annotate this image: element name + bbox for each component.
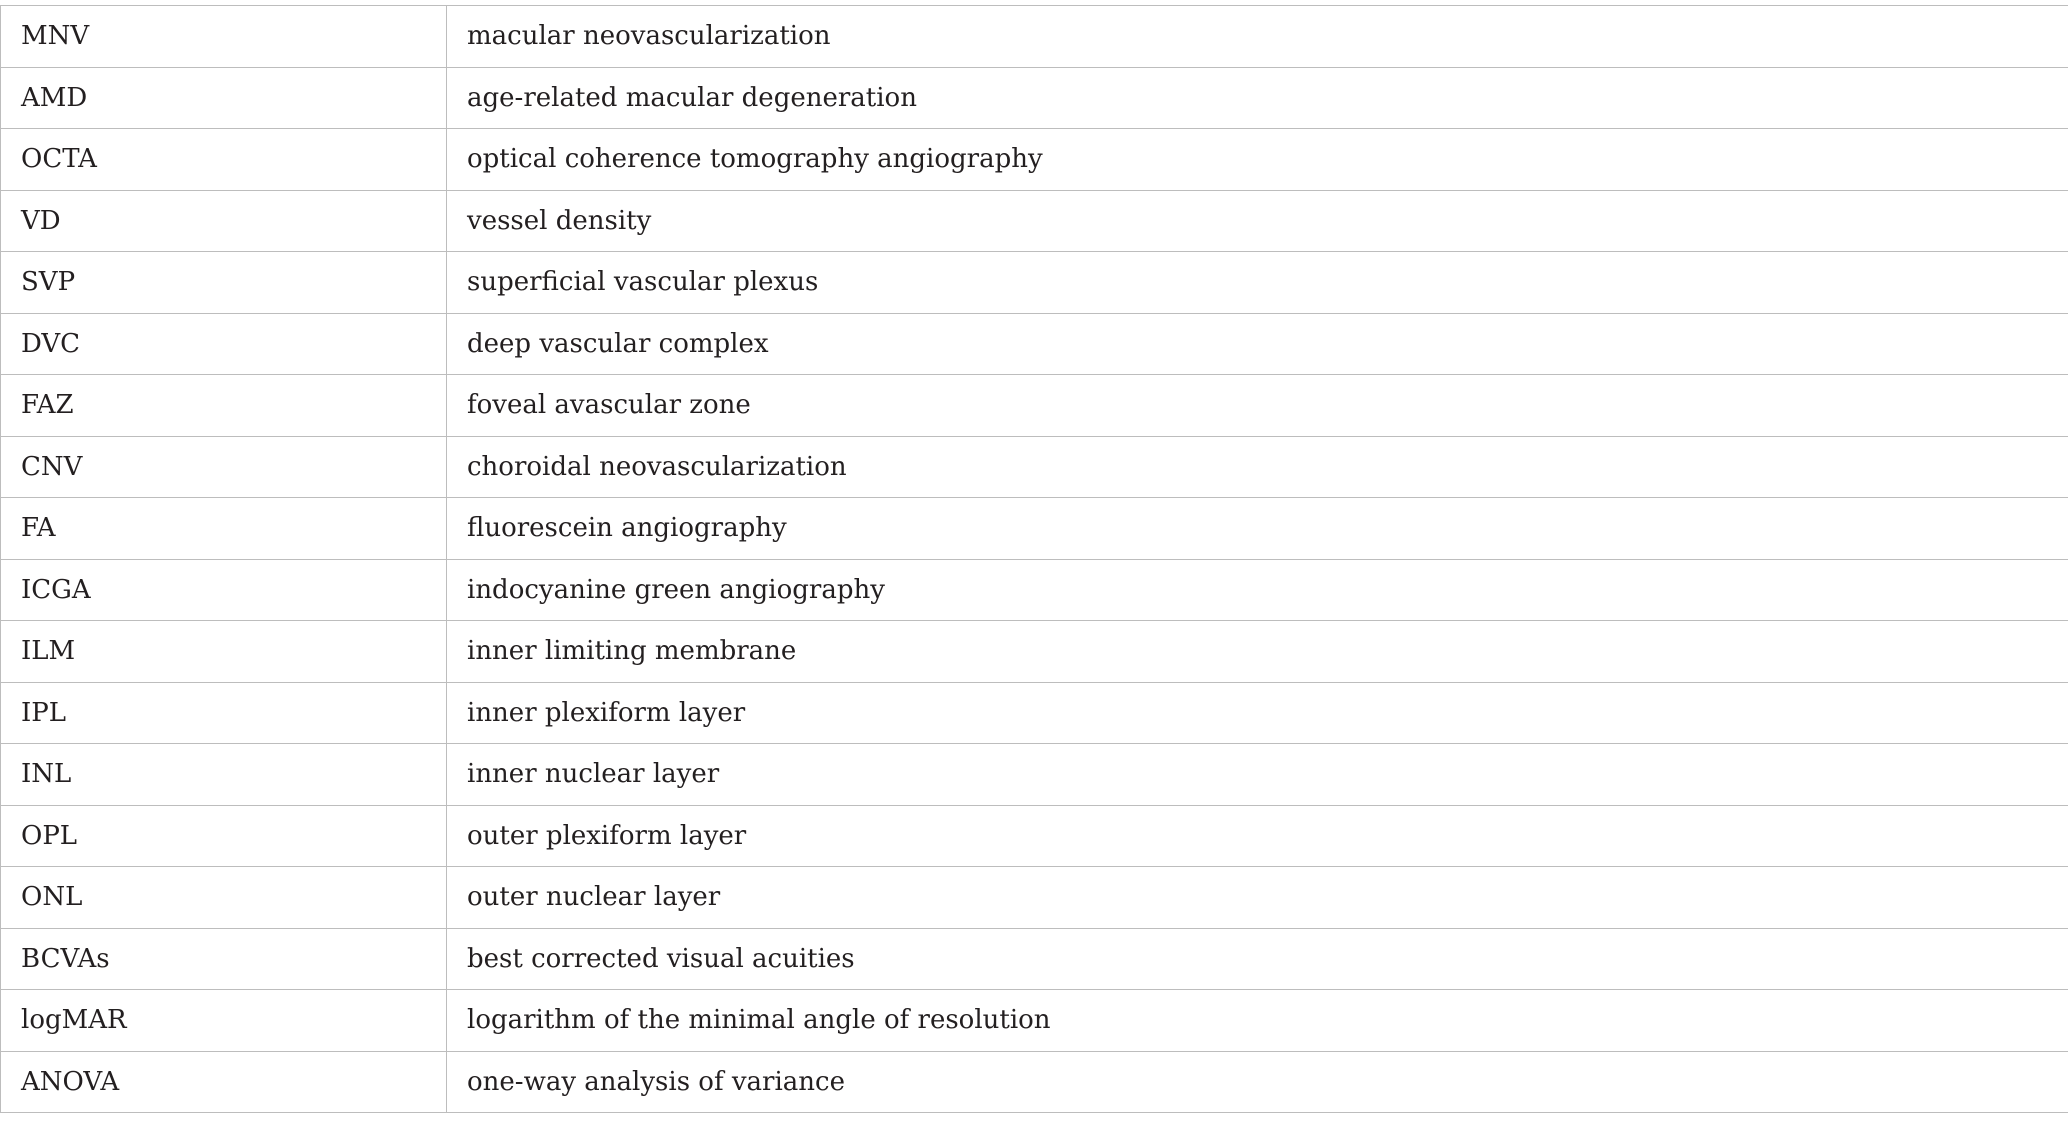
definition-cell: outer plexiform layer [447,805,2068,867]
definition-cell: age-related macular degeneration [447,67,2068,129]
abbreviation-cell: ICGA [1,559,447,621]
definition-cell: fluorescein angiography [447,498,2068,560]
table-row [1,67,2068,129]
table-row [1,559,2068,621]
table-row [1,436,2068,498]
table-row [1,129,2068,191]
definition-cell: superficial vascular plexus [447,252,2068,314]
abbreviation-cell: IPL [1,682,447,744]
table-row [1,928,2068,990]
definition-cell: inner plexiform layer [447,682,2068,744]
abbreviation-cell: MNV [1,6,447,68]
abbreviation-cell: OCTA [1,129,447,191]
table-row [1,1051,2068,1113]
definition-cell: best corrected visual acuities [447,928,2068,990]
table-row [1,375,2068,437]
definition-cell: choroidal neovascularization [447,436,2068,498]
abbreviation-cell: ILM [1,621,447,683]
table-row [1,621,2068,683]
table-row [1,6,2068,68]
table-row [1,190,2068,252]
definition-cell: indocyanine green angiography [447,559,2068,621]
abbreviation-cell: logMAR [1,990,447,1052]
table-row [1,990,2068,1052]
abbreviation-cell: DVC [1,313,447,375]
definition-cell: macular neovascularization [447,6,2068,68]
definition-cell: outer nuclear layer [447,867,2068,929]
table-row [1,682,2068,744]
abbreviation-cell: OPL [1,805,447,867]
abbreviation-cell: ANOVA [1,1051,447,1113]
abbreviation-cell: FA [1,498,447,560]
abbreviation-cell: VD [1,190,447,252]
abbreviations-table-body [1,6,2068,1113]
abbreviation-cell: ONL [1,867,447,929]
abbreviation-cell: SVP [1,252,447,314]
abbreviation-cell: FAZ [1,375,447,437]
table-row [1,744,2068,806]
table-row [1,867,2068,929]
table-row [1,252,2068,314]
abbreviations-table [0,5,2068,1113]
definition-cell: inner limiting membrane [447,621,2068,683]
abbreviation-cell: INL [1,744,447,806]
table-row [1,805,2068,867]
definition-cell: optical coherence tomography angiography [447,129,2068,191]
definition-cell: deep vascular complex [447,313,2068,375]
abbreviation-cell: AMD [1,67,447,129]
table-row [1,313,2068,375]
definition-cell: inner nuclear layer [447,744,2068,806]
abbreviation-cell: CNV [1,436,447,498]
table-row [1,498,2068,560]
definition-cell: vessel density [447,190,2068,252]
definition-cell: foveal avascular zone [447,375,2068,437]
abbreviation-cell: BCVAs [1,928,447,990]
definition-cell: logarithm of the minimal angle of resolution [447,990,2068,1052]
definition-cell: one-way analysis of variance [447,1051,2068,1113]
